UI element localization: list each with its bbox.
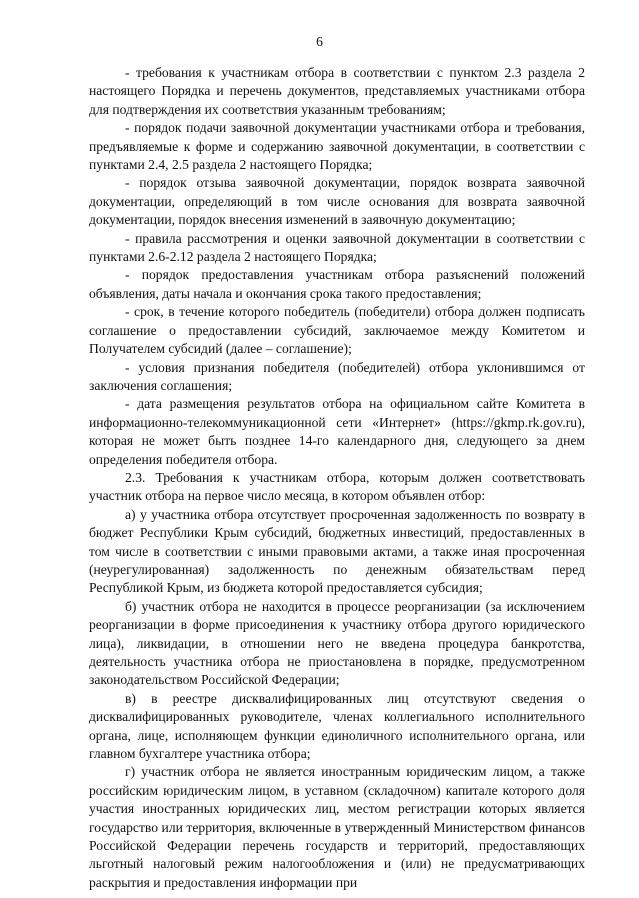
paragraph-section-2-3: 2.3. Требования к участникам отбора, которым должен соответствовать участник отбора на первое число месяца, в котором объявлен отбор: [89,469,585,504]
paragraph-withdrawal-procedure: - порядок отзыва заявочной документации, порядок возврата заявочной документации, определяющий в том числе основания для возврата заявочной документации, порядок внесения изменений в заявочную документацию; [89,175,585,228]
paragraph-results-publication: - дата размещения результатов отбора на официальном сайте Комитета в информационно-телекоммуникационной сети «Интернет» (https://gkmp.rk.gov.ru), которая не может быть позднее 14-го календарного дня, следующего за днем определения победителя отбора. [89,396,585,467]
document-body [89,64,585,892]
paragraph-evasion-conditions: - условия признания победителя (победителей) отбора уклонившимся от заключения соглашения; [89,359,585,393]
paragraph-item-g: г) участник отбора не является иностранным юридическим лицом, а также российским юридическим лицом, в уставном (складочном) капитале которого доля участия иностранных юридических лиц, местом регистрации которых является государство или территория, включенные в утвержденный Министерством финансов Российской Федерации перечень государств и территорий, предоставляющих льготный налоговый режим налогообложения и (или) не предусматривающих раскрытия и предоставления информации при [89,764,585,890]
paragraph-requirements-participants: - требования к участникам отбора в соответствии с пунктом 2.3 раздела 2 настоящего Порядка и перечень документов, представляемых участниками отбора для подтверждения их соответствия указанным требованиям; [89,65,585,117]
paragraph-submission-procedure: - порядок подачи заявочной документации участниками отбора и требования, предъявляемые к форме и содержанию заявочной документации, в соответствии с пунктами 2.4, 2.5 раздела 2 настоящего Порядка; [89,120,585,173]
paragraph-item-b: б) участник отбора не находится в процессе реорганизации (за исключением реорганизации в форме присоединения к участнику отбора другого юридического лица), ликвидации, в отношении него не введена процедура банкротства, деятельность участника отбора не приостановлена в порядке, предусмотренном законодательством Российской Федерации; [89,598,585,688]
paragraph-clarifications: - порядок предоставления участникам отбора разъяснений положений объявления, даты начала и окончания срока такого предоставления; [89,267,585,301]
paragraph-signing-deadline: - срок, в течение которого победитель (победители) отбора должен подписать соглашение о предоставлении субсидий, заключаемое между Комитетом и Получателем субсидий (далее – соглашение); [89,304,585,357]
paragraph-item-a: а) у участника отбора отсутствует просроченная задолженность по возврату в бюджет Республики Крым субсидий, бюджетных инвестиций, предоставленных в том числе в соответствии с иными правовыми актами, а также иная просроченная (неурегулированная) задолженность по денежным обязательствам перед Республикой Крым, из бюджета которой предоставляется субсидия; [89,506,585,596]
page-number: 6 [316,34,323,49]
paragraph-item-v: в) в реестре дисквалифицированных лиц отсутствуют сведения о дисквалифицированных руководителе, членах коллегиального исполнительного органа, лице, исполняющем функции единоличного исполнительного органа, или главном бухгалтере участника отбора; [89,690,585,762]
paragraph-review-rules: - правила рассмотрения и оценки заявочной документации в соответствии с пунктами 2.6-2.12 раздела 2 настоящего Порядка; [89,230,585,265]
